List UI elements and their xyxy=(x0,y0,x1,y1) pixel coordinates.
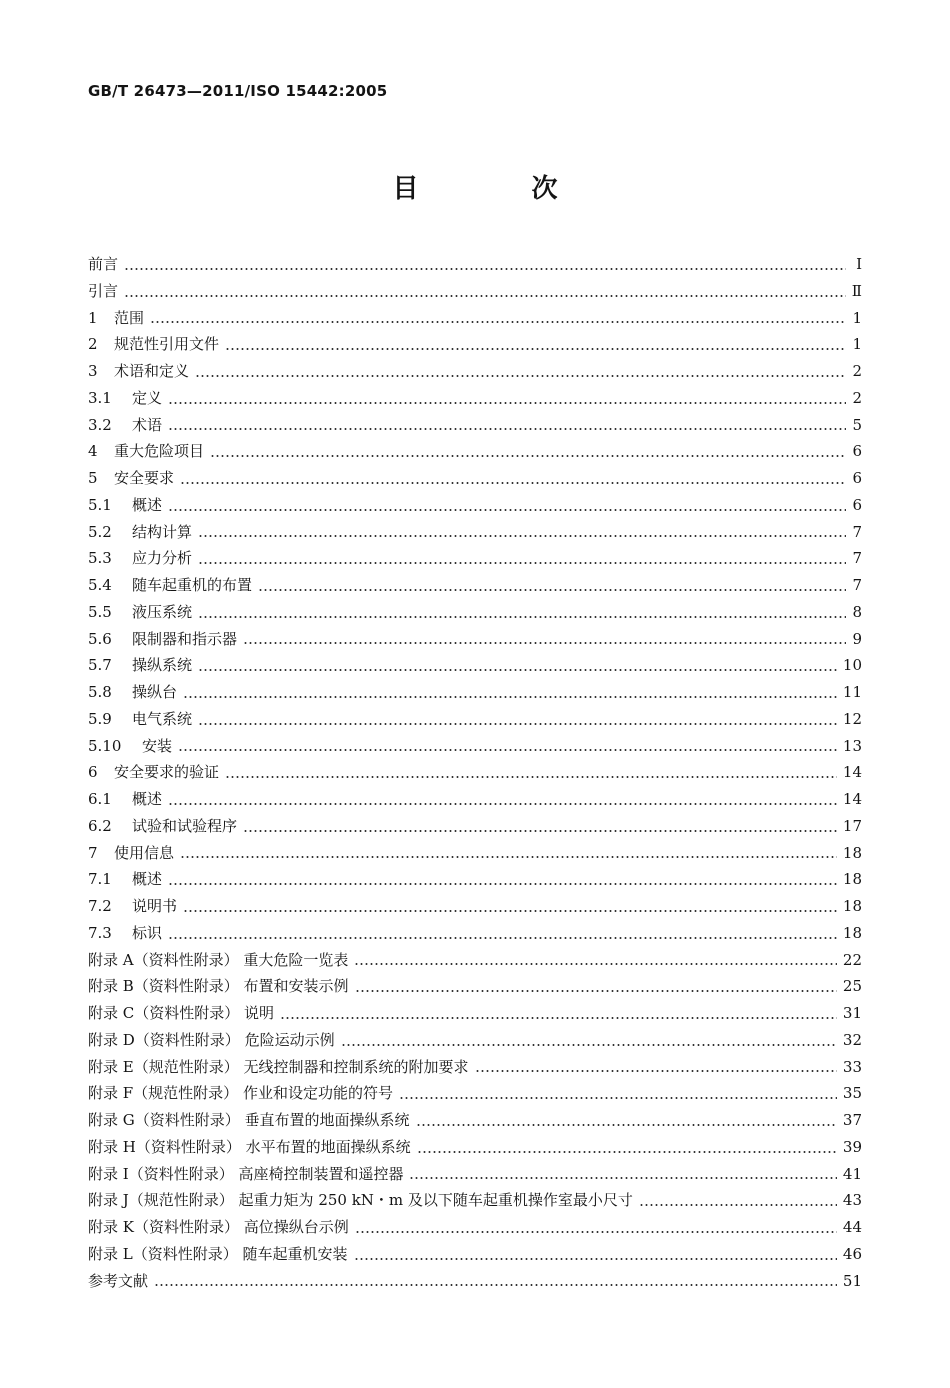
dot-leader xyxy=(409,1177,836,1179)
toc-entry-number: 5.2 xyxy=(88,522,112,541)
dot-leader xyxy=(180,856,837,858)
toc-entry-label: 电气系统 xyxy=(132,709,193,728)
dot-leader xyxy=(183,696,837,698)
dot-leader xyxy=(399,1097,837,1099)
dot-leader xyxy=(168,402,846,404)
toc-entry-label: 附录 I（资料性附录） 高座椅控制装置和遥控器 xyxy=(88,1164,404,1183)
toc-entry-label: 定义 xyxy=(132,388,163,407)
toc-entry-page: Ⅱ xyxy=(851,281,862,300)
toc-entry-label: 参考文献 xyxy=(88,1271,149,1290)
dot-leader xyxy=(168,883,837,885)
dot-leader xyxy=(639,1204,837,1206)
toc-entry[interactable] xyxy=(88,251,862,278)
toc-entry-number: 5.1 xyxy=(88,495,112,514)
dot-leader xyxy=(417,1151,837,1153)
toc-entry-label: 附录 H（资料性附录） 水平布置的地面操纵系统 xyxy=(88,1137,411,1156)
standard-code: GB/T 26473—2011/ISO 15442:2005 xyxy=(88,82,388,100)
dot-leader xyxy=(183,910,837,912)
toc-entry-page: 1 xyxy=(852,308,862,327)
toc-entry-page: 17 xyxy=(842,816,862,835)
toc-entry-page: 5 xyxy=(852,415,862,434)
toc-entry-page: 13 xyxy=(842,736,862,755)
toc-entry-number: 7 xyxy=(88,843,98,862)
toc-entry[interactable] xyxy=(88,1214,862,1241)
toc-entry-label: 附录 J（规范性附录） 起重力矩为 250 kN・m 及以下随车起重机操作室最小尺寸 xyxy=(88,1191,633,1210)
toc-entry-number: 5.7 xyxy=(88,656,112,675)
toc-entry-label: 附录 C（资料性附录） 说明 xyxy=(88,1004,275,1022)
toc-entry[interactable] xyxy=(88,331,862,358)
toc-entry-number: 5.5 xyxy=(88,602,112,621)
toc-entry-label: 安装 xyxy=(142,736,173,755)
toc-entry-page: 11 xyxy=(842,683,862,701)
toc-entry[interactable] xyxy=(88,786,862,813)
toc-entry-page: 51 xyxy=(842,1271,862,1290)
toc-entry[interactable] xyxy=(88,1000,862,1027)
dot-leader xyxy=(198,616,846,618)
toc-entry-number: 7.2 xyxy=(88,897,112,915)
toc-entry-page: 31 xyxy=(842,1004,862,1022)
toc-entry-label: 操纵系统 xyxy=(132,656,193,675)
toc-entry-number: 5.9 xyxy=(88,709,112,728)
toc-entry-page: 43 xyxy=(842,1191,862,1210)
toc-entry[interactable] xyxy=(88,278,862,305)
toc-entry-label: 概述 xyxy=(132,870,163,889)
dot-leader xyxy=(168,937,837,939)
toc-entry[interactable] xyxy=(88,973,862,1000)
dot-leader xyxy=(243,830,837,832)
toc-entry-label: 附录 L（资料性附录） 随车起重机安装 xyxy=(88,1244,348,1263)
toc-entry[interactable] xyxy=(88,652,862,679)
toc-entry-label: 术语和定义 xyxy=(114,362,190,380)
toc-entry-number: 5.6 xyxy=(88,629,112,648)
toc-entry-number: 3.2 xyxy=(88,415,112,434)
toc-entry[interactable] xyxy=(88,866,862,893)
toc-entry-page: 7 xyxy=(852,522,862,541)
toc-entry-number: 5.10 xyxy=(88,736,122,755)
toc-entry-label: 前言 xyxy=(88,255,119,273)
toc-entry-page: 18 xyxy=(842,843,862,862)
toc-entry[interactable] xyxy=(88,947,862,974)
toc-entry[interactable] xyxy=(88,626,862,653)
toc-entry-page: 6 xyxy=(852,469,862,487)
dot-leader xyxy=(243,642,846,644)
toc-entry-label: 附录 A（资料性附录） 重大危险一览表 xyxy=(88,950,349,969)
toc-entry[interactable] xyxy=(88,893,862,920)
dot-leader xyxy=(178,749,837,751)
toc-entry[interactable] xyxy=(88,438,862,465)
toc-entry-number: 6.2 xyxy=(88,816,112,835)
toc-entry[interactable] xyxy=(88,465,862,492)
toc-entry-label: 附录 E（规范性附录） 无线控制器和控制系统的附加要求 xyxy=(88,1057,469,1076)
toc-entry-page: 14 xyxy=(842,790,862,808)
toc-entry[interactable] xyxy=(88,385,862,412)
toc-entry-number: 3 xyxy=(88,362,98,380)
dot-leader xyxy=(258,589,846,591)
dot-leader xyxy=(124,295,846,297)
toc-entry[interactable] xyxy=(88,1187,862,1214)
toc-entry-label: 附录 D（资料性附录） 危险运动示例 xyxy=(88,1030,335,1049)
toc-entry[interactable] xyxy=(88,679,862,706)
dot-leader xyxy=(168,803,837,805)
toc-entry[interactable] xyxy=(88,759,862,786)
toc-entry-label: 附录 K（资料性附录） 高位操纵台示例 xyxy=(88,1218,349,1236)
toc-entry-page: 32 xyxy=(842,1030,862,1049)
toc-entry-label: 说明书 xyxy=(132,897,178,915)
toc-entry[interactable] xyxy=(88,706,862,733)
toc-entry-page: 8 xyxy=(852,602,862,621)
toc-entry[interactable] xyxy=(88,1134,862,1161)
table-of-contents xyxy=(88,251,862,1294)
toc-entry-page: 44 xyxy=(842,1218,862,1236)
page-title: 目 次 xyxy=(392,174,610,204)
toc-entry-label: 范围 xyxy=(114,308,145,327)
dot-leader xyxy=(210,455,846,457)
toc-entry[interactable] xyxy=(88,412,862,439)
toc-entry-label: 试验和试验程序 xyxy=(132,816,238,835)
toc-entry-label: 应力分析 xyxy=(132,549,193,568)
toc-entry-number: 6.1 xyxy=(88,790,112,808)
toc-entry[interactable] xyxy=(88,545,862,572)
toc-entry-page: 46 xyxy=(842,1244,862,1263)
toc-entry[interactable] xyxy=(88,519,862,546)
toc-entry-number: 1 xyxy=(88,308,98,327)
toc-entry-number: 5 xyxy=(88,469,98,487)
toc-entry-label: 限制器和指示器 xyxy=(132,629,238,648)
toc-entry-label: 附录 B（资料性附录） 布置和安装示例 xyxy=(88,977,349,996)
dot-leader xyxy=(195,375,846,377)
dot-leader xyxy=(168,428,846,430)
toc-entry-page: 33 xyxy=(842,1057,862,1076)
toc-entry-page: 1 xyxy=(852,335,862,354)
toc-entry-label: 安全要求的验证 xyxy=(114,763,220,782)
toc-entry-page: 18 xyxy=(842,923,862,942)
toc-entry-number: 7.3 xyxy=(88,923,112,942)
toc-entry-page: 39 xyxy=(842,1137,862,1156)
toc-entry-page: 2 xyxy=(852,362,862,380)
dot-leader xyxy=(198,562,846,564)
dot-leader xyxy=(354,1258,837,1260)
dot-leader xyxy=(154,1284,837,1286)
toc-entry[interactable] xyxy=(88,1054,862,1081)
toc-entry-page: 12 xyxy=(842,709,862,728)
dot-leader xyxy=(168,509,846,511)
toc-entry[interactable] xyxy=(88,1161,862,1188)
toc-entry[interactable] xyxy=(88,840,862,867)
toc-entry-number: 5.8 xyxy=(88,683,112,701)
dot-leader xyxy=(354,963,837,965)
dot-leader xyxy=(225,776,837,778)
toc-entry-page: 41 xyxy=(842,1164,862,1183)
toc-entry-page: 35 xyxy=(842,1084,862,1103)
dot-leader xyxy=(355,1231,837,1233)
toc-entry-page: 6 xyxy=(852,442,862,461)
toc-entry-page: 22 xyxy=(842,950,862,969)
toc-entry-number: 3.1 xyxy=(88,388,112,407)
toc-entry-label: 概述 xyxy=(132,495,163,514)
toc-entry-number: 4 xyxy=(88,442,98,461)
toc-entry-page: 6 xyxy=(852,495,862,514)
toc-entry-label: 随车起重机的布置 xyxy=(132,576,253,594)
toc-entry-label: 安全要求 xyxy=(114,469,175,487)
dot-leader xyxy=(198,535,846,537)
toc-entry-page: 18 xyxy=(842,897,862,915)
toc-entry[interactable] xyxy=(88,1241,862,1268)
dot-leader xyxy=(341,1044,837,1046)
toc-entry[interactable] xyxy=(88,1107,862,1134)
toc-entry-page: 9 xyxy=(852,629,862,648)
dot-leader xyxy=(475,1070,837,1072)
toc-entry-page: 25 xyxy=(842,977,862,996)
toc-entry-page: 7 xyxy=(852,576,862,594)
toc-entry[interactable] xyxy=(88,813,862,840)
dot-leader xyxy=(124,268,846,270)
toc-entry[interactable] xyxy=(88,733,862,760)
toc-entry-label: 术语 xyxy=(132,415,163,434)
toc-entry-label: 重大危险项目 xyxy=(114,442,205,461)
dot-leader xyxy=(150,321,846,323)
dot-leader xyxy=(416,1124,837,1126)
toc-entry-number: 6 xyxy=(88,763,98,782)
toc-entry-page: 18 xyxy=(842,870,862,889)
toc-entry-label: 使用信息 xyxy=(114,843,175,862)
toc-entry[interactable] xyxy=(88,572,862,599)
toc-entry[interactable] xyxy=(88,1027,862,1054)
toc-entry[interactable] xyxy=(88,492,862,519)
toc-entry-label: 规范性引用文件 xyxy=(114,335,220,354)
toc-entry-label: 概述 xyxy=(132,790,163,808)
toc-entry-number: 7.1 xyxy=(88,870,112,889)
toc-entry-label: 附录 F（规范性附录） 作业和设定功能的符号 xyxy=(88,1084,393,1103)
toc-entry-label: 操纵台 xyxy=(132,683,178,701)
dot-leader xyxy=(280,1017,837,1019)
toc-entry[interactable] xyxy=(88,1080,862,1107)
toc-entry[interactable] xyxy=(88,305,862,332)
dot-leader xyxy=(198,669,837,671)
toc-entry-label: 液压系统 xyxy=(132,602,193,621)
toc-entry-page: 37 xyxy=(842,1111,862,1129)
dot-leader xyxy=(355,990,837,992)
toc-entry[interactable] xyxy=(88,920,862,947)
dot-leader xyxy=(198,723,837,725)
toc-entry-page: 14 xyxy=(842,763,862,782)
toc-entry-page: Ⅰ xyxy=(856,255,862,273)
toc-entry-label: 标识 xyxy=(132,923,163,942)
toc-entry-number: 2 xyxy=(88,335,98,354)
toc-entry[interactable] xyxy=(88,1268,862,1295)
toc-entry[interactable] xyxy=(88,599,862,626)
toc-entry-label: 结构计算 xyxy=(132,522,193,541)
toc-entry-label: 附录 G（资料性附录） 垂直布置的地面操纵系统 xyxy=(88,1111,410,1129)
toc-entry[interactable] xyxy=(88,358,862,385)
toc-entry-label: 引言 xyxy=(88,281,119,300)
dot-leader xyxy=(225,348,846,350)
toc-entry-page: 2 xyxy=(852,388,862,407)
toc-entry-number: 5.3 xyxy=(88,549,112,568)
toc-entry-page: 7 xyxy=(852,549,862,568)
dot-leader xyxy=(180,482,846,484)
toc-entry-page: 10 xyxy=(842,656,862,675)
toc-entry-number: 5.4 xyxy=(88,576,112,594)
